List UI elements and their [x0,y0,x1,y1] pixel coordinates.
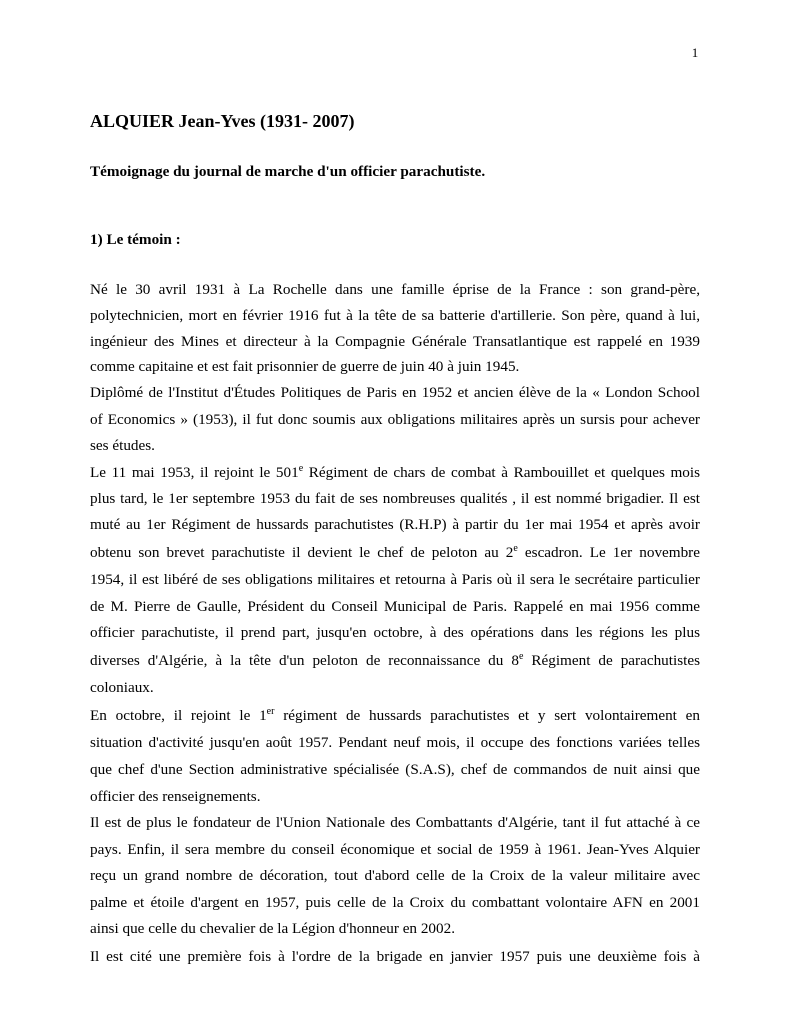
ordinal-superscript: er [266,706,275,717]
body-line [90,540,700,566]
body-line: coloniaux. [90,679,154,696]
body-line: muté au 1er Régiment de hussards parachutistes (R.H.P) à partir du 1er mai 1954 et après avoir [90,516,700,533]
line-text: régiment de hussards parachutistes et y sert volontairement en [274,707,700,724]
body-line: ses études. [90,437,155,454]
body-line: Diplômé de l'Institut d'Études Politiques de Paris en 1952 et ancien élève de la « London School [90,384,700,401]
line-text: Régiment de chars de combat à Rambouillet et quelques mois [303,464,701,481]
body-line: ingénieur des Mines et directeur à la Compagnie Générale Transatlantique est rappelé en 1939 [90,333,700,350]
line-text: diverses d'Algérie, à la tête d'un peloton de reconnaissance du 8 [90,652,519,669]
ordinal-superscript: e [518,651,524,662]
body-line: polytechnicien, mort en février 1916 fut à la tête de sa batterie d'artillerie. Son père, quand à lui, [90,307,700,324]
body-line: Né le 30 avril 1931 à La Rochelle dans une famille éprise de la France : son grand-père, [90,281,700,298]
body-line: reçu un grand nombre de décoration, tout d'abord celle de la Croix de la valeur militaire avec [90,867,700,884]
line-text: escadron. Le 1er novembre [517,544,700,561]
body-line: Il est de plus le fondateur de l'Union Nationale des Combattants d'Algérie, tant il fut attaché à ce [90,814,700,831]
body-line: comme capitaine et est fait prisonnier de guerre de juin 40 à juin 1945. [90,358,520,375]
document-subtitle: Témoignage du journal de marche d'un officier parachutiste. [90,163,486,180]
body-line: of Economics » (1953), il fut donc soumis aux obligations militaires après un sursis pour achever [90,411,700,428]
body-line: de M. Pierre de Gaulle, Président du Conseil Municipal de Paris. Rappelé en mai 1956 comme [90,598,700,615]
body-line: que chef d'une Section administrative spécialisée (S.A.S), chef de commandos de nuit ainsi que [90,761,700,778]
body-line [90,703,700,729]
body-line: officier parachutiste, il prend part, jusqu'en octobre, à des opérations dans les régions les plus [90,624,700,641]
page-number: 1 [691,45,699,60]
line-text: Régiment de parachutistes [523,652,700,669]
body-line: officier des renseignements. [90,788,261,805]
section-heading: 1) Le témoin : [90,231,181,248]
body-line: pays. Enfin, il sera membre du conseil économique et social de 1959 à 1961. Jean-Yves Alquier [90,841,700,858]
line-text: obtenu son brevet parachutiste il devient le chef de peloton au 2 [90,544,514,561]
document-title: ALQUIER Jean-Yves (1931- 2007) [90,111,355,131]
body-line: ainsi que celle du chevalier de la Légion d'honneur en 2002. [90,920,455,937]
body-line: Il est cité une première fois à l'ordre de la brigade en janvier 1957 puis une deuxième fois à [90,948,700,965]
body-line [90,648,700,674]
body-line: 1954, il est libéré de ses obligations militaires et retourna à Paris où il sera le secrétaire particulier [90,571,700,588]
ordinal-superscript: e [513,543,518,554]
body-line: plus tard, le 1er septembre 1953 du fait de ses nombreuses qualités , il est nommé brigadier. Il est [90,490,700,507]
body-line: situation d'activité jusqu'en août 1957. Pendant neuf mois, il occupe des fonctions variées telles [90,734,700,751]
ordinal-superscript: e [298,463,304,474]
line-text: En octobre, il rejoint le 1 [90,707,267,724]
body-line: palme et étoile d'argent en 1957, puis celle de la Croix du combattant volontaire AFN en 2001 [90,894,700,911]
line-text: Le 11 mai 1953, il rejoint le 501 [90,464,299,481]
body-line [90,460,700,486]
